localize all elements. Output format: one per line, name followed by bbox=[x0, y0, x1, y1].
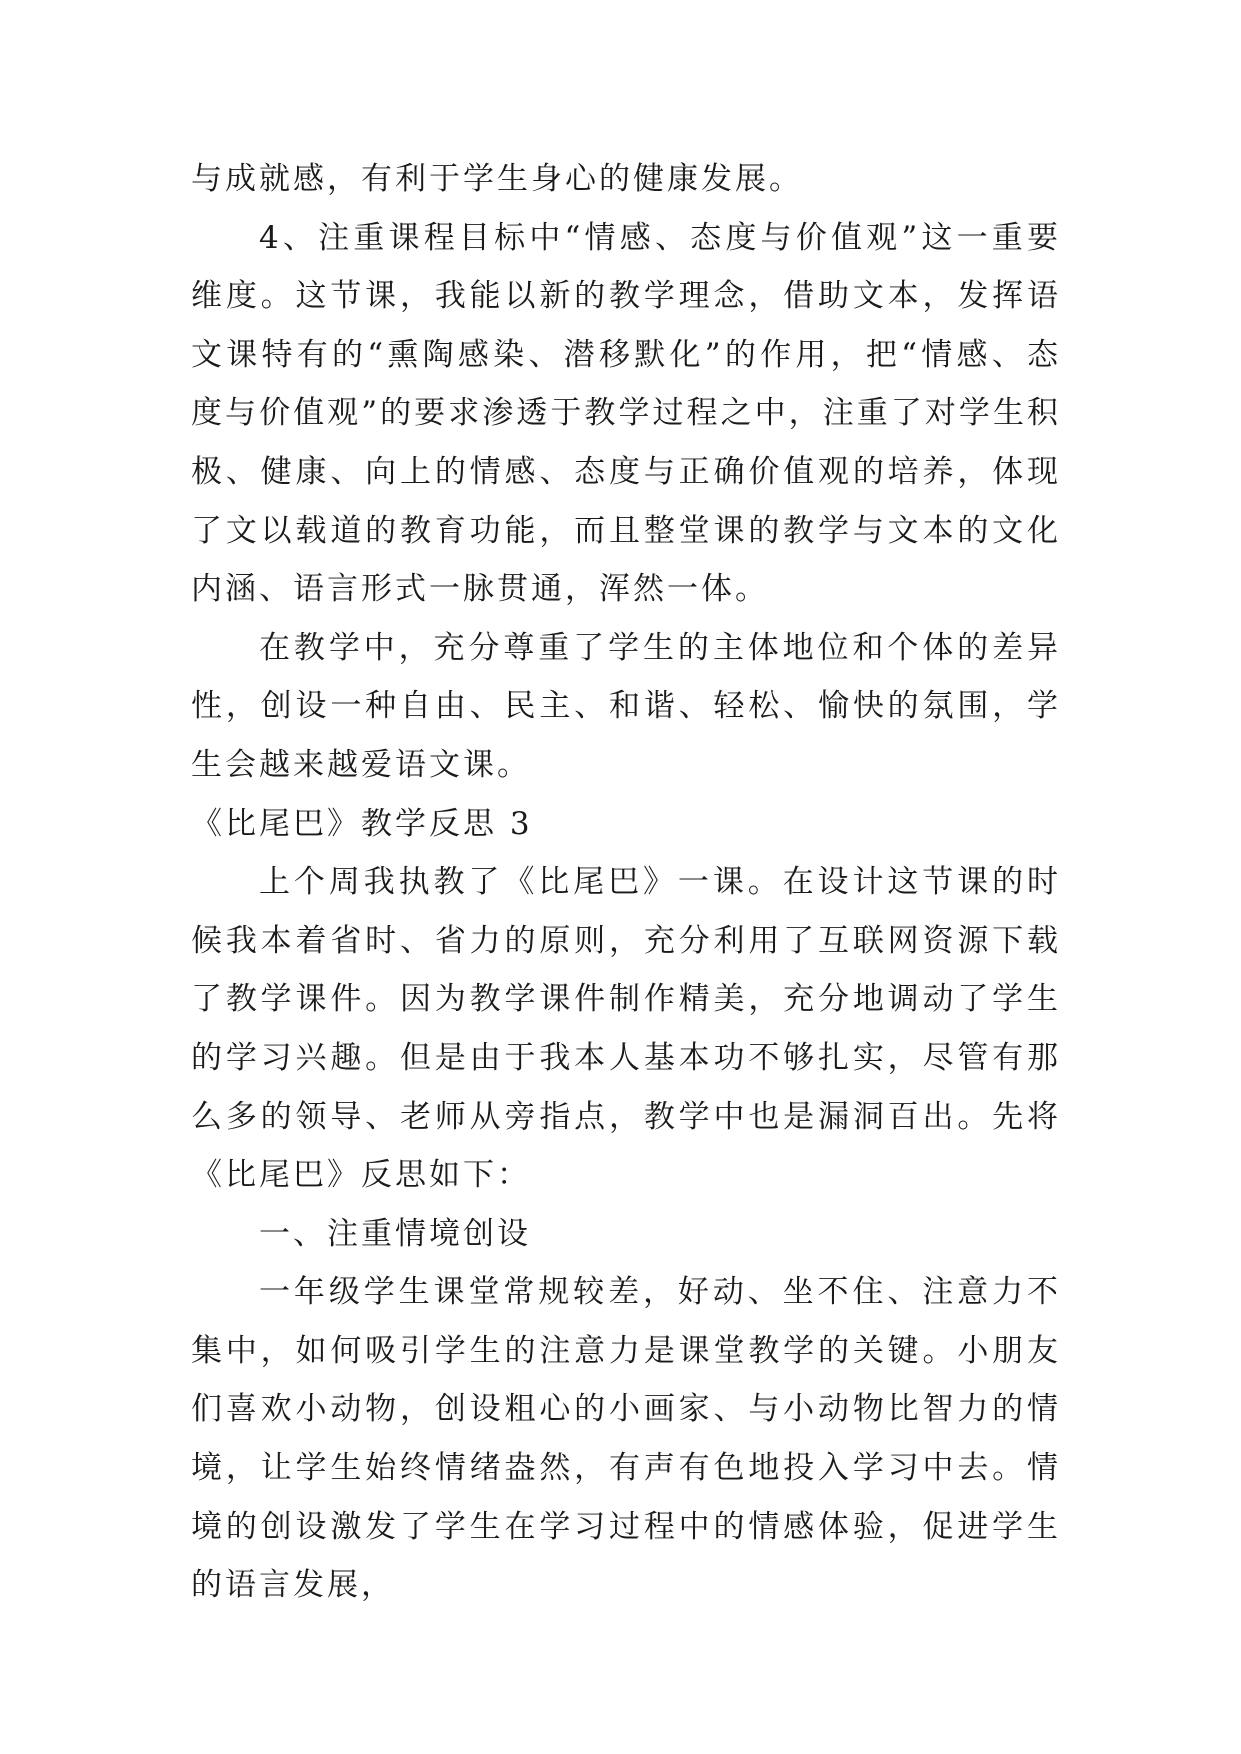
paragraph-intro: 上个周我执教了《比尾巴》一课。在设计这节课的时候我本着省时、省力的原则，充分利用了互联网资源下载了教学课件。因为教学课件制作精美，充分地调动了学生的学习兴趣。但是由于我本人基本功不够扎实，尽管有那么多的领导、老师从旁指点，教学中也是漏洞百出。先将《比尾巴》反思如下： bbox=[191, 864, 1061, 1194]
paragraph-point-4: 4、注重课程目标中“情感、态度与价值观”这一重要维度。这节课，我能以新的教学理念，借助文本，发挥语文课特有的“熏陶感染、潜移默化”的作用，把“情感、态度与价值观”的要求渗透于教学过程之中，注重了对学生积极、健康、向上的情感、态度与正确价值观的培养，体现了文以载道的教育功能，而且整堂课的教学与文本的文化内涵、语言形式一脉贯通，浑然一体。 bbox=[191, 219, 1061, 608]
section-heading: 《比尾巴》教学反思 3 bbox=[191, 805, 533, 842]
subheading-situation: 一、注重情境创设 bbox=[259, 1215, 531, 1252]
paragraph-situation: 一年级学生课堂常规较差，好动、坐不住、注意力不集中，如何吸引学生的注意力是课堂教学的关键。小朋友们喜欢小动物，创设粗心的小画家、与小动物比智力的情境，让学生始终情绪盎然，有声有色地投入学习中去。情境的创设激发了学生在学习过程中的情感体验，促进学生的语言发展， bbox=[191, 1274, 1061, 1604]
paragraph-continued: 与成就感，有利于学生身心的健康发展。 bbox=[191, 161, 803, 197]
document-body bbox=[191, 150, 1061, 1615]
paragraph-teaching: 在教学中，充分尊重了学生的主体地位和个体的差异性，创设一种自由、民主、和谐、轻松、愉快的氛围，学生会越来越爱语文课。 bbox=[191, 629, 1061, 783]
